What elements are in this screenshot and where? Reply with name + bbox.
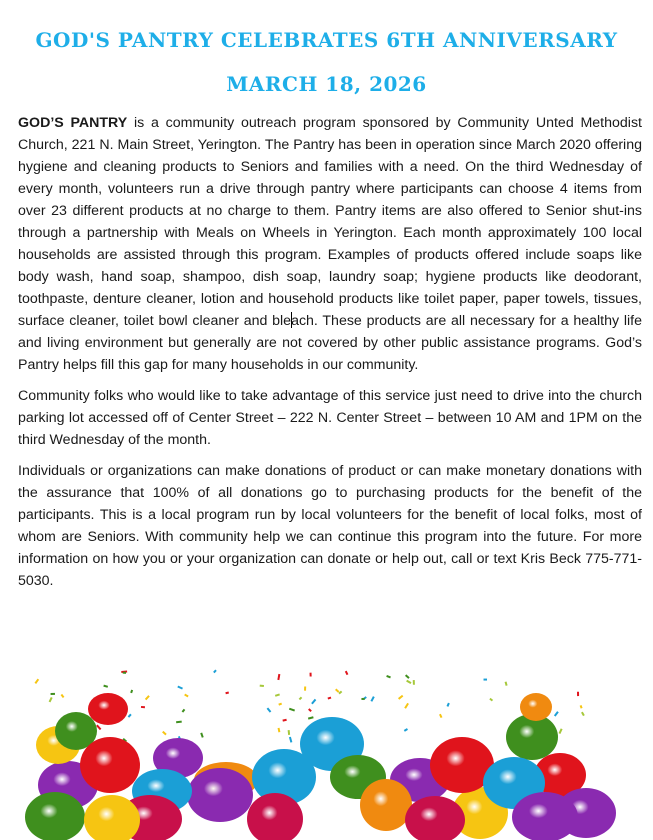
confetti-piece	[310, 673, 312, 677]
confetti-piece	[386, 675, 391, 678]
confetti-piece	[404, 703, 409, 709]
confetti-piece	[299, 697, 303, 701]
balloon-group	[25, 693, 616, 840]
confetti-piece	[123, 672, 126, 674]
balloon-purple	[187, 768, 253, 822]
confetti-piece	[406, 680, 411, 684]
confetti-piece	[577, 692, 579, 696]
confetti-piece	[49, 697, 53, 702]
balloon-green	[25, 792, 85, 840]
paragraph-intro-text-a: is a community outreach program sponsored by Community Unted Methodist Church, 221 N. Main Street, Yerington. The Pantry has been in operation since March 2020 offering hygiene and cleaning products to Seniors and families with a need. On the third Wednesday of every month, volunteers run a drive through pantry where participants can choose 4 items from over 23 different products at no charge to them. Pantry items are also offered to Senior shut-ins through a partnership with Meals on Wheels in Yerington. Each month approximately 100 local households are assisted through this program. Examples of products offered include soaps like body wash, hand soap, shampoo, dish soap, laundry soap; hygiene products like deodorant, toothpaste, denture cleaner, lotion and household products like toilet paper, paper towels, tissues, surface cleaner, toilet bowl cleaner and ble	[18, 115, 642, 329]
confetti-piece	[289, 737, 292, 743]
balloon-orange	[520, 693, 552, 721]
paragraph-location: Community folks who would like to take advantage of this service just need to drive into the church parking lot accessed off of Center Street – 222 N. Center Street – between 10 AM and 1PM on the third Wednesday of the month.	[18, 388, 642, 448]
confetti-piece	[278, 703, 282, 706]
balloons-and-confetti-image	[0, 665, 653, 840]
confetti-piece	[328, 697, 332, 700]
confetti-piece	[103, 685, 108, 688]
confetti-piece	[581, 712, 585, 716]
confetti-piece	[162, 731, 167, 735]
confetti-piece	[370, 696, 374, 702]
confetti-piece	[288, 730, 290, 735]
confetti-piece	[505, 681, 508, 685]
confetti-piece	[404, 728, 408, 732]
balloon-green	[506, 714, 558, 760]
organization-name: GOD’S PANTRY	[18, 115, 128, 131]
confetti-piece	[484, 679, 487, 681]
confetti-piece	[184, 694, 188, 698]
confetti-piece	[260, 685, 264, 687]
confetti-piece	[439, 714, 442, 718]
balloon-red	[80, 737, 140, 793]
paragraph-intro-text-b: ach. These products are all necessary for a healthy life and living environment but generally are not covered by other public assistance programs. God’s Pantry helps fill this gap for many households in our community.	[18, 313, 642, 373]
confetti-piece	[304, 686, 306, 690]
confetti-piece	[308, 708, 312, 712]
confetti-piece	[130, 690, 133, 694]
confetti-piece	[447, 703, 450, 707]
document-body[interactable]	[18, 112, 642, 601]
confetti-piece	[559, 728, 563, 734]
confetti-piece	[200, 733, 203, 738]
confetti-piece	[289, 708, 295, 712]
confetti-piece	[278, 728, 281, 733]
confetti-piece	[213, 670, 217, 674]
confetti-piece	[267, 708, 272, 713]
page-title: GOD'S PANTRY CELEBRATES 6TH ANNIVERSARY	[35, 28, 618, 52]
event-date: MARCH 18, 2026	[226, 72, 427, 96]
confetti-piece	[398, 695, 403, 700]
paragraph-donations: Individuals or organizations can make donations of product or can make monetary donations with the assurance that 100% of all donations go to purchasing products for the benefit of the participants. This is a local program run by local volunteers for the benefit of local folks, most of whom are Seniors. With community help we can continue this program into the future. For more information on how you or your organization can donate or help out, call or text Kris Beck 775-771-5030.	[18, 463, 642, 589]
confetti-piece	[61, 694, 65, 698]
confetti-piece	[177, 686, 183, 690]
confetti-piece	[225, 692, 229, 695]
confetti-piece	[141, 706, 145, 708]
confetti-piece	[361, 698, 364, 700]
balloon-purple	[512, 792, 578, 840]
confetti-piece	[282, 719, 286, 722]
confetti-piece	[580, 705, 583, 709]
confetti-piece	[413, 680, 415, 685]
confetti-piece	[489, 698, 493, 702]
balloon-orange	[360, 779, 412, 831]
balloon-red	[88, 693, 128, 725]
confetti-piece	[35, 679, 40, 684]
confetti-piece	[405, 674, 410, 678]
confetti-piece	[145, 695, 150, 700]
confetti-piece	[128, 714, 132, 718]
confetti-piece	[554, 711, 559, 716]
confetti-piece	[275, 693, 280, 696]
confetti-piece	[311, 699, 316, 705]
confetti-piece	[345, 671, 349, 675]
paragraph-intro	[18, 112, 642, 376]
confetti-piece	[182, 709, 186, 713]
confetti-piece	[308, 716, 314, 719]
confetti-piece	[176, 721, 182, 724]
confetti-piece	[51, 693, 55, 695]
confetti-piece	[335, 689, 339, 693]
confetti-piece	[277, 674, 280, 680]
